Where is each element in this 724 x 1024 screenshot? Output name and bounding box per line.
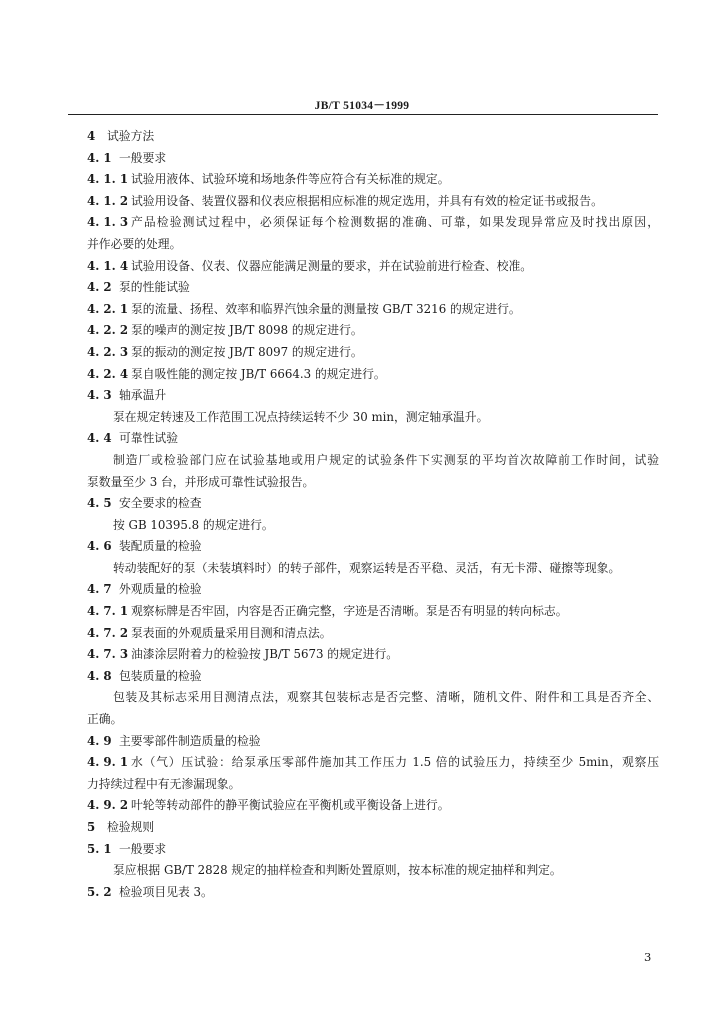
clause-number: 4. 7. 3 (87, 647, 129, 662)
clause-number: 4. 2. 4 (87, 366, 129, 381)
clause-number: 5. 1 (87, 841, 112, 856)
text-line (87, 558, 659, 580)
text-line (87, 839, 659, 861)
clause-text: 泵自吸性能的测定按 JB/T 6664.3 的规定进行。 (131, 366, 386, 381)
clause-number: 4. 9. 2 (87, 798, 129, 813)
text-line (87, 320, 659, 342)
clause-text: 泵的性能试验 (119, 280, 190, 295)
clause-number: 4. 9 (87, 733, 112, 748)
continuation-text: 并作必要的处理。 (87, 236, 182, 251)
text-line (87, 795, 659, 817)
clause-text: 观察标牌是否牢固，内容是否正确完整，字迹是否清晰。泵是否有明显的转向标志。 (131, 604, 568, 619)
clause-number: 4. 8 (87, 668, 112, 683)
document-body (87, 126, 659, 903)
text-line (87, 212, 659, 234)
clause-text: 轴承温升 (119, 388, 167, 403)
clause-number: 4. 1. 1 (87, 172, 129, 187)
text-line (87, 299, 659, 321)
text-line (87, 731, 659, 753)
text-line (87, 364, 659, 386)
text-line (87, 882, 659, 904)
clause-text: 产品检验测试过程中，必须保证每个检测数据的准确、可靠，如果发现异常应及时找出原因， (131, 215, 659, 230)
text-line (87, 774, 659, 796)
document-header-standard-code: JB/T 51034－1999 (314, 100, 410, 112)
text-line (87, 472, 659, 494)
text-line (87, 256, 659, 278)
clause-text: 一般要求 (119, 150, 167, 165)
clause-number: 4. 1 (87, 150, 112, 165)
clause-text: 水（气）压试验：给泵承压零部件施加其工作压力 1.5 倍的试验压力，持续至少 5min，观察压 (131, 755, 659, 770)
clause-text: 油漆涂层附着力的检验按 JB/T 5673 的规定进行。 (131, 647, 399, 662)
clause-text: 叶轮等转动部件的静平衡试验应在平衡机或平衡设备上进行。 (131, 798, 450, 813)
text-line (87, 191, 659, 213)
clause-text: 可靠性试验 (119, 431, 178, 446)
clause-number: 4. 1. 2 (87, 193, 129, 208)
clause-text: 泵的流量、扬程、效率和临界汽蚀余量的测量按 GB/T 3216 的规定进行。 (131, 301, 521, 316)
text-line (87, 385, 659, 407)
clause-number: 4. 7 (87, 582, 112, 597)
text-line (87, 860, 659, 882)
paragraph-text: 制造厂或检验部门应在试验基地或用户规定的试验条件下实测泵的平均首次故障前工作时间，试验 (113, 452, 659, 467)
text-line (87, 126, 659, 148)
text-line (87, 687, 659, 709)
clause-number: 4. 1. 3 (87, 215, 129, 230)
clause-text: 试验方法 (107, 129, 155, 143)
continuation-text: 力持续过程中有无渗漏现象。 (87, 776, 241, 791)
text-line (87, 148, 659, 170)
clause-number: 4 (87, 129, 96, 143)
text-line (87, 234, 659, 256)
text-line (87, 342, 659, 364)
page-number: 3 (644, 950, 652, 964)
clause-text: 主要零部件制造质量的检验 (119, 733, 261, 748)
paragraph-text: 按 GB 10395.8 的规定进行。 (113, 517, 274, 532)
text-line (87, 601, 659, 623)
clause-text: 泵的振动的测定按 JB/T 8097 的规定进行。 (131, 344, 363, 359)
clause-text: 泵的噪声的测定按 JB/T 8098 的规定进行。 (131, 323, 363, 338)
text-line (87, 623, 659, 645)
paragraph-text: 泵在规定转速及工作范围工况点持续运转不少 30 min，测定轴承温升。 (113, 409, 489, 424)
clause-number: 4. 3 (87, 388, 112, 403)
clause-number: 4. 5 (87, 496, 112, 511)
clause-text: 泵表面的外观质量采用目测和清点法。 (131, 625, 332, 640)
clause-text: 检验规则 (107, 820, 155, 834)
clause-text: 装配质量的检验 (119, 539, 202, 554)
clause-number: 4. 7. 2 (87, 625, 129, 640)
text-line (87, 536, 659, 558)
paragraph-text: 转动装配好的泵（未装填料时）的转子部件，观察运转是否平稳、灵活，有无卡滞、碰擦等现象。 (113, 560, 621, 575)
header-rule (68, 114, 658, 115)
text-line (87, 752, 659, 774)
text-line (87, 644, 659, 666)
text-line (87, 428, 659, 450)
clause-number: 4. 2. 2 (87, 323, 129, 338)
clause-text: 试验用液体、试验环境和场地条件等应符合有关标准的规定。 (131, 172, 450, 187)
clause-text: 外观质量的检验 (119, 582, 202, 597)
text-line (87, 277, 659, 299)
clause-text: 包装质量的检验 (119, 668, 202, 683)
text-line (87, 169, 659, 191)
text-line (87, 666, 659, 688)
text-line (87, 817, 659, 839)
text-line (87, 450, 659, 472)
text-line (87, 493, 659, 515)
clause-text: 安全要求的检查 (119, 496, 202, 511)
clause-number: 5. 2 (87, 884, 112, 899)
clause-number: 4. 2. 3 (87, 344, 129, 359)
clause-number: 4. 4 (87, 431, 112, 446)
text-line (87, 515, 659, 537)
clause-number: 4. 6 (87, 539, 112, 554)
paragraph-text: 泵应根据 GB/T 2828 规定的抽样检查和判断处置原则，按本标准的规定抽样和判定。 (113, 863, 562, 878)
text-line (87, 709, 659, 731)
clause-number: 4. 1. 4 (87, 258, 129, 273)
clause-text: 试验用设备、仪表、仪器应能满足测量的要求，并在试验前进行检查、校准。 (131, 258, 533, 273)
paragraph-text: 包装及其标志采用目测清点法，观察其包装标志是否完整、清晰，随机文件、附件和工具是否齐全、 (113, 690, 659, 705)
clause-number: 5 (87, 820, 96, 834)
clause-text: 一般要求 (119, 841, 167, 856)
clause-number: 4. 2 (87, 280, 112, 295)
clause-number: 4. 9. 1 (87, 755, 129, 770)
clause-text: 检验项目见表 3。 (119, 884, 213, 899)
clause-number: 4. 7. 1 (87, 604, 129, 619)
continuation-text: 正确。 (87, 712, 123, 727)
text-line (87, 407, 659, 429)
text-line (87, 579, 659, 601)
continuation-text: 泵数量至少 3 台，并形成可靠性试验报告。 (87, 474, 315, 489)
clause-number: 4. 2. 1 (87, 301, 129, 316)
clause-text: 试验用设备、装置仪器和仪表应根据相应标准的规定选用，并具有有效的检定证书或报告。 (131, 193, 603, 208)
